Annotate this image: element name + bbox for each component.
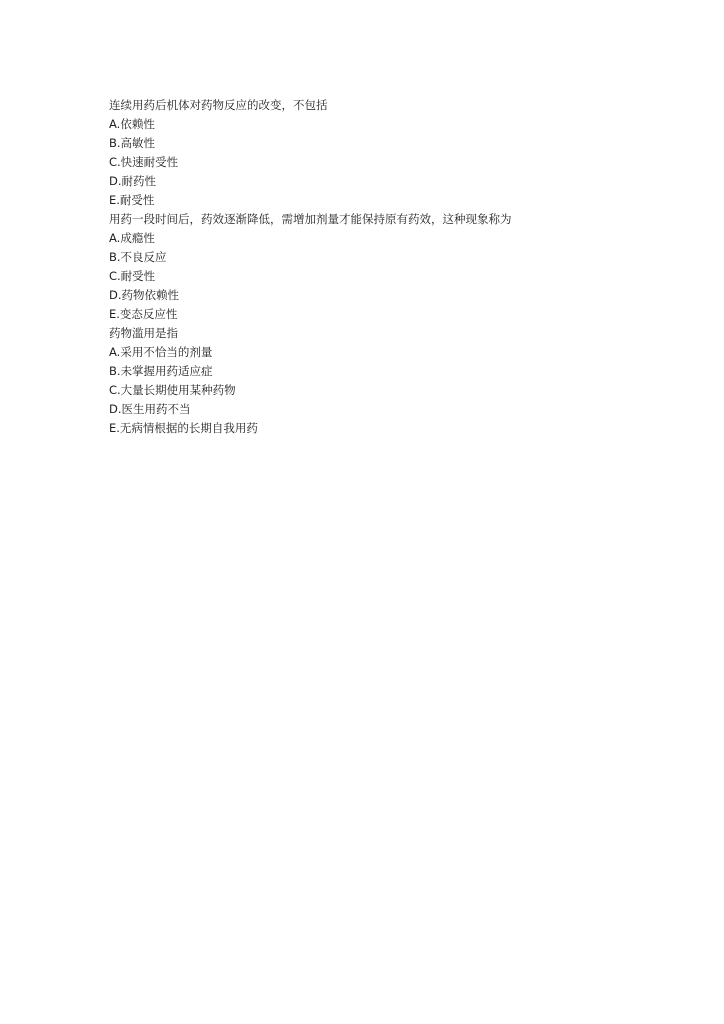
option-d: D.药物依赖性 [109,288,180,302]
question-stem: 连续用药后机体对药物反应的改变，不包括 [109,98,328,112]
option-c: C.耐受性 [109,269,156,283]
option-d: D.医生用药不当 [109,402,191,416]
question-3 [109,324,669,438]
option-e: E.变态反应性 [109,307,178,321]
option-a: A.采用不恰当的剂量 [109,345,213,359]
question-1 [109,96,669,210]
option-a: A.成瘾性 [109,231,155,245]
option-b: B.高敏性 [109,136,156,150]
question-stem: 用药一段时间后，药效逐渐降低，需增加剂量才能保持原有药效，这种现象称为 [109,212,512,226]
option-a: A.依赖性 [109,117,155,131]
question-list [109,96,669,438]
option-c: C.大量长期使用某种药物 [109,383,236,397]
option-e: E.无病情根据的长期自我用药 [109,421,258,435]
option-d: D.耐药性 [109,174,157,188]
question-2 [109,210,669,324]
question-stem: 药物滥用是指 [109,326,178,340]
option-c: C.快速耐受性 [109,155,179,169]
option-b: B.不良反应 [109,250,167,264]
option-b: B.未掌握用药适应症 [109,364,213,378]
option-e: E.耐受性 [109,193,155,207]
